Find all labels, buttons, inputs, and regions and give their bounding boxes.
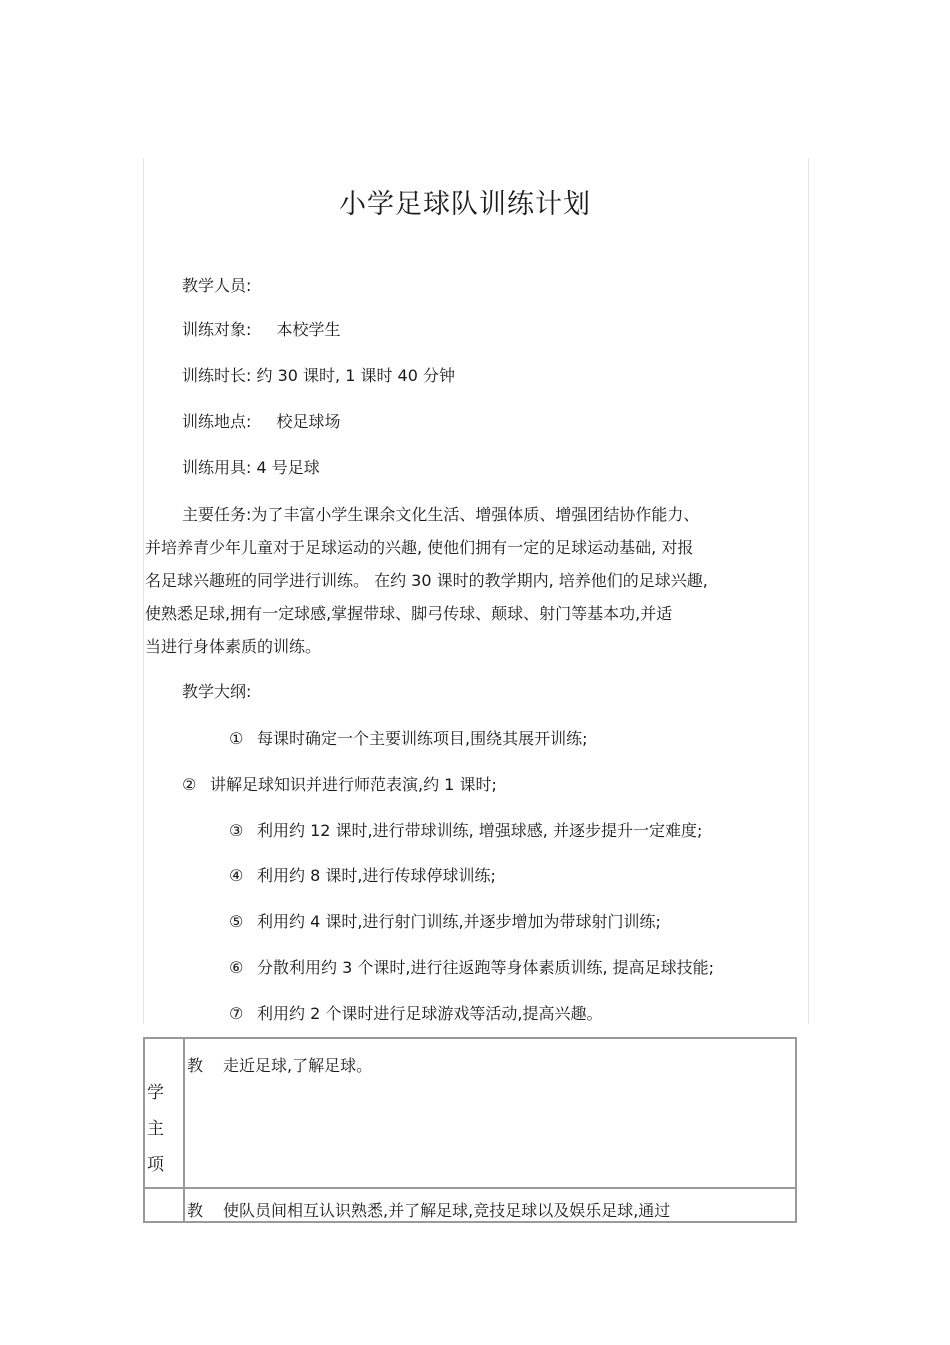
table-cell: [187, 1198, 670, 1221]
outline-text: 利用约 4 课时,进行射门训练,并逐步增加为带球射门训练;: [257, 912, 661, 931]
outline-number: ⑥: [229, 958, 244, 977]
info-equipment: [182, 458, 320, 478]
task-line-4: 使熟悉足球,拥有一定球感,掌握带球、脚弓传球、颠球、射门等基本功,并适: [145, 604, 673, 623]
outline-item: [229, 1004, 602, 1024]
cell-prefix: 教: [187, 1201, 204, 1220]
table-row: [145, 1189, 795, 1221]
info-target: [182, 320, 341, 340]
outline-item: [229, 958, 714, 978]
outline-item: [182, 775, 497, 795]
outline-number: ④: [229, 866, 244, 885]
cell-prefix: 教: [187, 1056, 204, 1075]
info-target-label: 训练对象:: [182, 320, 252, 339]
side-label-char: 项: [147, 1155, 164, 1175]
info-target-value: 本校学生: [276, 320, 341, 339]
outline-item: [229, 821, 702, 841]
task-line-2: 并培养青少年儿童对于足球运动的兴趣, 使他们拥有一定的足球运动基础, 对报: [145, 538, 694, 557]
info-duration: [182, 366, 455, 386]
task-line-1: 主要任务:为了丰富小学生课余文化生活、增强体质、增强团结协作能力、: [182, 505, 700, 524]
outline-text: 讲解足球知识并进行师范表演,约 1 课时;: [210, 775, 497, 794]
outline-number: ⑤: [229, 912, 244, 931]
cell-content: 使队员间相互认识熟悉,并了解足球,竞技足球以及娱乐足球,通过: [223, 1201, 671, 1220]
outline-heading: 教学大纲:: [182, 682, 252, 701]
table-cell: [187, 1053, 372, 1076]
task-line-5: 当进行身体素质的训练。: [145, 637, 322, 656]
outline-number: ①: [229, 729, 244, 748]
outline-text: 每课时确定一个主要训练项目,围绕其展开训练;: [257, 729, 588, 748]
outline-text: 利用约 12 课时,进行带球训练, 增强球感, 并逐步提升一定难度;: [257, 821, 703, 840]
side-label-char: 学: [147, 1083, 164, 1103]
column-divider: [183, 1189, 185, 1221]
table-row: [145, 1039, 795, 1189]
info-location-label: 训练地点:: [182, 412, 252, 431]
outline-text: 分散利用约 3 个课时,进行往返跑等身体素质训练, 提高足球技能;: [257, 958, 715, 977]
outline-text: 利用约 8 课时,进行传球停球训练;: [257, 866, 496, 885]
info-duration-value: 约 30 课时, 1 课时 40 分钟: [256, 366, 456, 385]
lesson-table: [143, 1037, 797, 1223]
outline-item: [229, 912, 661, 932]
outline-item: [229, 729, 587, 749]
info-equipment-value: 4 号足球: [256, 458, 320, 477]
info-equipment-label: 训练用具:: [182, 458, 252, 477]
document-title: 小学足球队训练计划: [339, 189, 591, 220]
info-duration-label: 训练时长:: [182, 366, 252, 385]
outline-text: 利用约 2 个课时进行足球游戏等活动,提高兴趣。: [257, 1004, 603, 1023]
cell-content: 走近足球,了解足球。: [223, 1056, 373, 1075]
side-label-char: 主: [147, 1119, 164, 1139]
info-location-value: 校足球场: [276, 412, 341, 431]
outline-number: ②: [182, 775, 197, 794]
info-staff-label: 教学人员:: [182, 276, 252, 295]
column-divider: [183, 1039, 185, 1187]
outline-item: [229, 866, 496, 886]
task-line-3: 名足球兴趣班的同学进行训练。 在约 30 课时的教学期内, 培养他们的足球兴趣,: [145, 571, 708, 590]
outline-number: ⑦: [229, 1004, 244, 1023]
info-staff: [182, 276, 251, 296]
info-location: [182, 412, 341, 432]
outline-number: ③: [229, 821, 244, 840]
